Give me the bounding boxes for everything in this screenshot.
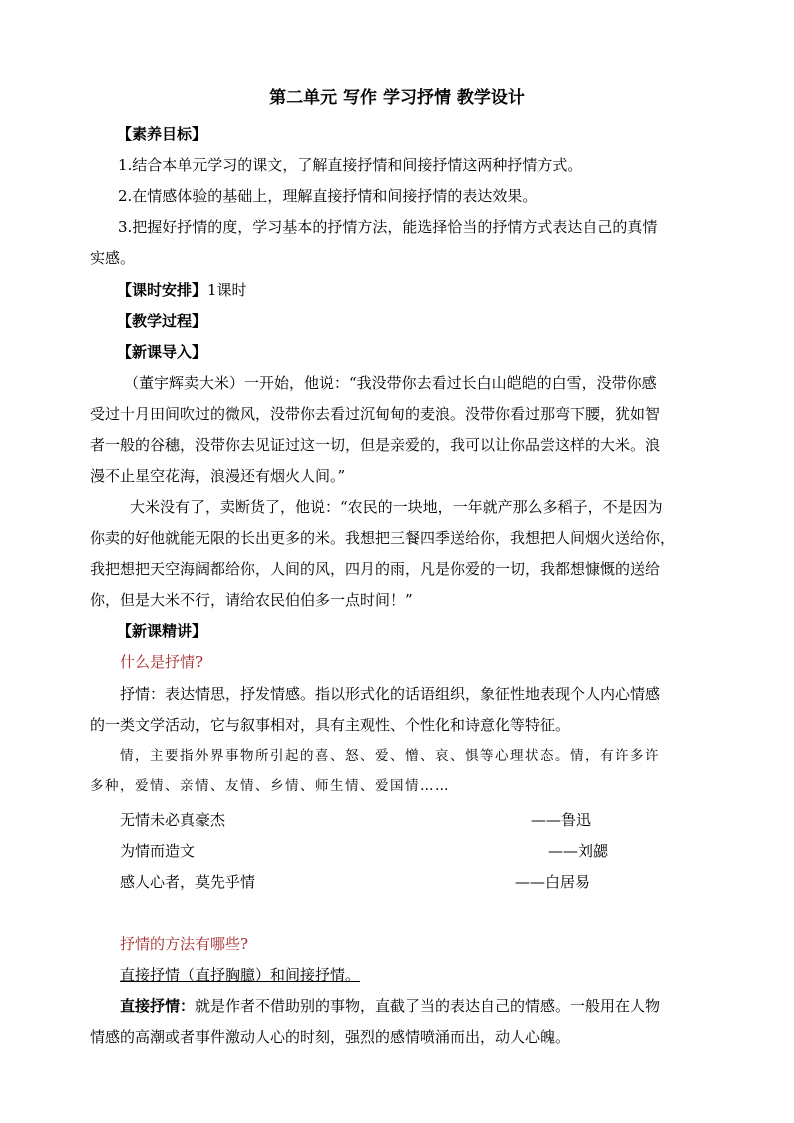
question-what-is-lyric: 什么是抒情? (120, 653, 204, 671)
page-title: 第二单元 写作 学习抒情 教学设计 (269, 88, 525, 108)
quote-2-text: 为情而造文 (120, 842, 196, 860)
direct-line-1 (120, 995, 732, 1017)
schedule-value: 1课时 (207, 281, 247, 299)
quote-1-author: ——鲁迅 (531, 811, 592, 829)
intro-p2-line-4: 你，但是大米不行，请给农民伯伯多一点时间！” (90, 591, 413, 609)
direct-term: 直接抒情： (120, 997, 196, 1015)
goal-item-3-cont: 实感。 (90, 249, 136, 267)
goal-item-2: 2.在情感体验的基础上，理解直接抒情和间接抒情的表达效果。 (118, 187, 538, 205)
intro-p1-line-3: 者一般的谷穗，没带你去见证过这一切，但是亲爱的，我可以让你品尝这样的大米。浪 (90, 436, 661, 454)
goal-item-1: 1.结合本单元学习的课文，了解直接抒情和间接抒情这两种抒情方式。 (118, 156, 583, 174)
goal-item-3: 3.把握好抒情的度，学习基本的抒情方法，能选择恰当的抒情方式表达自己的真情 (118, 218, 658, 236)
definition-line-1: 抒情：表达情思，抒发情感。指以形式化的话语组织，象征性地表现个人内心情感 (120, 685, 661, 703)
quote-1-text: 无情未必真豪杰 (120, 811, 226, 829)
intro-heading: 【新课导入】 (117, 343, 208, 361)
question-methods: 抒情的方法有哪些? (120, 935, 249, 953)
goals-heading: 【素养目标】 (117, 125, 208, 143)
intro-p2-line-2: 你卖的好他就能无限的长出更多的米。我想把三餐四季送给你，我想把人间烟火送给你， (90, 529, 676, 547)
qing-line-2: 多种，爱情、亲情、友情、乡情、师生情、爱国情…… (90, 778, 450, 794)
direct-text: 就是作者不借助别的事物，直截了当的表达自己的情感。一般用在人物 (195, 997, 661, 1015)
quote-2-author: ——刘勰 (548, 842, 609, 860)
methods-summary: 直接抒情（直抒胸臆）和间接抒情。 (120, 966, 361, 984)
intro-p2-line-1: 大米没有了，卖断货了，他说：“农民的一块地，一年就产那么多稻子，不是因为 (130, 498, 663, 516)
schedule-label: 【课时安排】 (117, 281, 208, 299)
schedule (117, 279, 729, 301)
quote-3-author: ——白居易 (515, 873, 591, 891)
intro-p2-line-3: 我把想把天空海阔都给你，人间的风，四月的雨，凡是你爱的一切，我都想慷慨的送给 (90, 560, 661, 578)
qing-line-1: 情，主要指外界事物所引起的喜、怒、爱、憎、哀、惧等心理状态。情，有许多许 (120, 748, 660, 764)
quote-3-text: 感人心者，莫先乎情 (120, 873, 256, 891)
definition-line-2: 的一类文学活动，它与叙事相对，具有主观性、个性化和诗意化等特征。 (90, 716, 571, 734)
intro-p1-line-4: 漫不止星空花海，浪漫还有烟火人间。” (90, 467, 346, 485)
process-heading: 【教学过程】 (117, 312, 208, 330)
lesson-heading: 【新课精讲】 (117, 622, 208, 640)
intro-p1-line-2: 受过十月田间吹过的微风，没带你去看过沉甸甸的麦浪。没带你看过那弯下腰，犹如智 (90, 405, 661, 423)
direct-line-2: 情感的高潮或者事件激动人心的时刻，强烈的感情喷涌而出，动人心魄。 (90, 1028, 571, 1046)
intro-p1-line-1: （董宇辉卖大米）一开始，他说：“我没带你去看过长白山皑皑的白雪，没带你感 (124, 374, 657, 392)
